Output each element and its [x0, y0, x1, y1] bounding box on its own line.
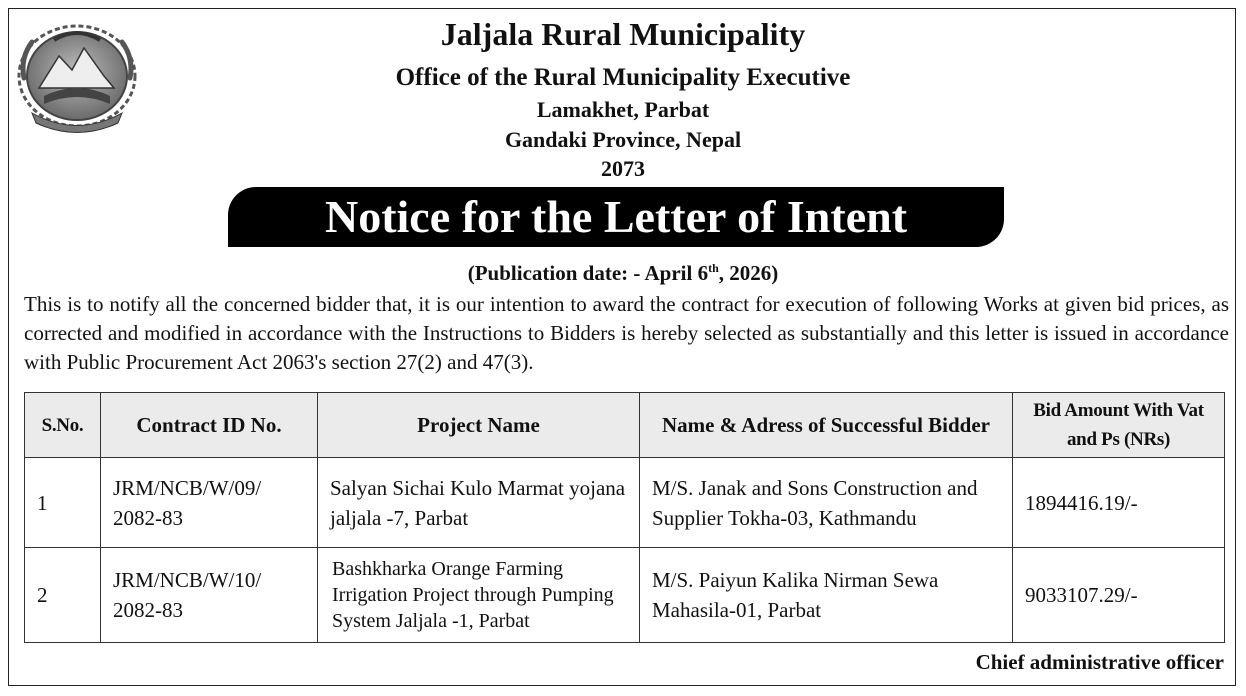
- notice-title-banner: Notice for the Letter of Intent: [228, 187, 1004, 247]
- cell-serial-number: 1: [25, 458, 101, 548]
- publication-date-suffix: , 2026): [718, 261, 779, 285]
- cell-bidder: M/S. Paiyun Kalika Nirman Sewa Mahasila-01, Parbat: [640, 548, 1013, 643]
- cell-bid-amount: 9033107.29/-: [1013, 548, 1225, 643]
- signatory-title: Chief administrative officer: [975, 650, 1224, 674]
- header-bidder: Name & Adress of Successful Bidder: [640, 393, 1013, 458]
- publication-date-prefix: (Publication date: - April 6: [467, 261, 709, 285]
- office-name: Office of the Rural Municipality Executive: [395, 64, 851, 91]
- province-country: Gandaki Province, Nepal: [504, 127, 742, 152]
- notice-body: This is to notify all the concerned bidder that, it is our intention to award the contract for execution of following Works at given bid prices, as corrected and modified in accordance with the Instructions to Bidders is hereby selected as substantially and this letter is issued in accordance with Public Procurement Act 2063's section 27(2) and 47(3).: [24, 292, 1229, 374]
- publication-date: [0, 261, 1246, 286]
- cell-contract-id: JRM/NCB/W/10/ 2082-83: [101, 548, 318, 643]
- header-bid-amount: Bid Amount With Vat and Ps (NRs): [1013, 393, 1225, 458]
- cell-contract-id: JRM/NCB/W/09/ 2082-83: [101, 458, 318, 548]
- cell-bidder: M/S. Janak and Sons Construction and Supplier Tokha-03, Kathmandu: [640, 458, 1013, 548]
- table-row: [25, 548, 1225, 643]
- cell-project-name: Bashkharka Orange Farming Irrigation Project through Pumping System Jaljala -1, Parbat: [318, 548, 640, 643]
- header-serial-number: S.No.: [25, 393, 101, 458]
- publication-date-ordinal: th: [708, 261, 719, 275]
- cell-bid-amount: 1894416.19/-: [1013, 458, 1225, 548]
- contract-award-table: [24, 392, 1225, 643]
- header-project-name: Project Name: [318, 393, 640, 458]
- established-year: 2073: [601, 156, 645, 181]
- municipality-name: Jaljala Rural Municipality: [440, 16, 806, 52]
- table-header-row: [25, 393, 1225, 458]
- cell-serial-number: 2: [25, 548, 101, 643]
- office-location: Lamakhet, Parbat: [536, 97, 710, 122]
- header-contract-id: Contract ID No.: [101, 393, 318, 458]
- table-row: [25, 458, 1225, 548]
- cell-project-name: Salyan Sichai Kulo Marmat yojana jaljala -7, Parbat: [318, 458, 640, 548]
